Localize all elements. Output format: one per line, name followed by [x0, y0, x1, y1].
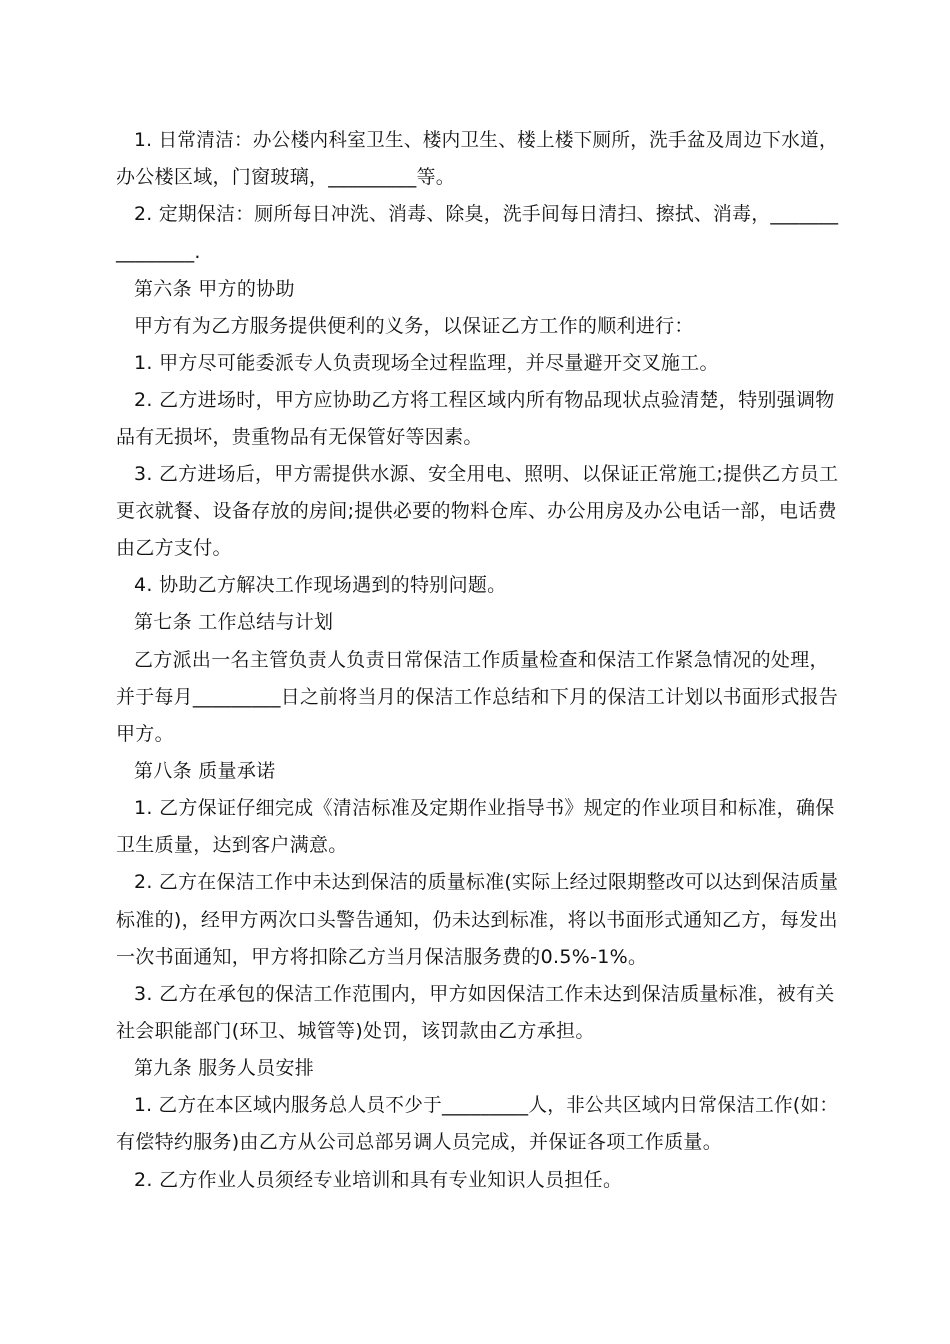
text-line: ________.	[116, 241, 201, 263]
section-heading: 第六条 甲方的协助	[134, 278, 295, 300]
text-line: 甲方。	[116, 723, 174, 745]
text-line: 3. 乙方进场后，甲方需提供水源、安全用电、照明、以保证正常施工;提供乙方员工	[134, 463, 839, 485]
text-line: 2. 乙方进场时，甲方应协助乙方将工程区域内所有物品现状点验清楚，特别强调物	[134, 389, 835, 411]
text-line: 标准的)，经甲方两次口头警告通知，仍未达到标准，将以书面形式通知乙方，每发出	[116, 909, 838, 931]
text-line: 4. 协助乙方解决工作现场遇到的特别问题。	[134, 574, 507, 596]
text-line: 由乙方支付。	[116, 537, 232, 559]
text-line: 更衣就餐、设备存放的房间;提供必要的物料仓库、办公用房及办公电话一部，电话费	[116, 500, 837, 522]
text-line: 社会职能部门(环卫、城管等)处罚，该罚款由乙方承担。	[116, 1020, 595, 1042]
text-line: 3. 乙方在承包的保洁工作范围内，甲方如因保洁工作未达到保洁质量标准，被有关	[134, 983, 835, 1005]
text-line: 甲方有为乙方服务提供便利的义务，以保证乙方工作的顺利进行：	[134, 315, 694, 337]
text-line: 并于每月_________日之前将当月的保洁工作总结和下月的保洁工计划以书面形式报告	[116, 686, 839, 708]
text-line: 品有无损坏，贵重物品有无保管好等因素。	[116, 426, 483, 448]
text-line: 1. 乙方保证仔细完成《清洁标准及定期作业指导书》规定的作业项目和标准，确保	[134, 797, 835, 819]
text-line: 1. 乙方在本区域内服务总人员不少于_________人，非公共区域内日常保洁工作(如：	[134, 1094, 839, 1116]
text-line: 1. 日常清洁：办公楼内科室卫生、楼内卫生、楼上楼下厕所，洗手盆及周边下水道，	[134, 129, 838, 151]
text-line: 有偿特约服务)由乙方从公司总部另调人员完成，并保证各项工作质量。	[116, 1131, 723, 1153]
text-line: 2. 乙方在保洁工作中未达到保洁的质量标准(实际上经过限期整改可以达到保洁质量	[134, 871, 839, 893]
section-heading: 第八条 质量承诺	[134, 760, 276, 782]
text-line: 2. 乙方作业人员须经专业培训和具有专业知识人员担任。	[134, 1169, 623, 1191]
section-heading: 第九条 服务人员安排	[134, 1057, 315, 1079]
text-line: 乙方派出一名主管负责人负责日常保洁工作质量检查和保洁工作紧急情况的处理，	[134, 649, 829, 671]
text-line: 办公楼区域，门窗玻璃，_________等。	[116, 166, 456, 188]
section-heading: 第七条 工作总结与计划	[134, 611, 334, 633]
text-line: 一次书面通知，甲方将扣除乙方当月保洁服务费的0.5%-1%。	[116, 946, 648, 968]
text-line: 1. 甲方尽可能委派专人负责现场全过程监理，并尽量避开交叉施工。	[134, 352, 719, 374]
text-line: 卫生质量，达到客户满意。	[116, 834, 348, 856]
text-line: 2. 定期保洁：厕所每日冲洗、消毒、除臭，洗手间每日清扫、擦拭、消毒，_______	[134, 203, 839, 225]
